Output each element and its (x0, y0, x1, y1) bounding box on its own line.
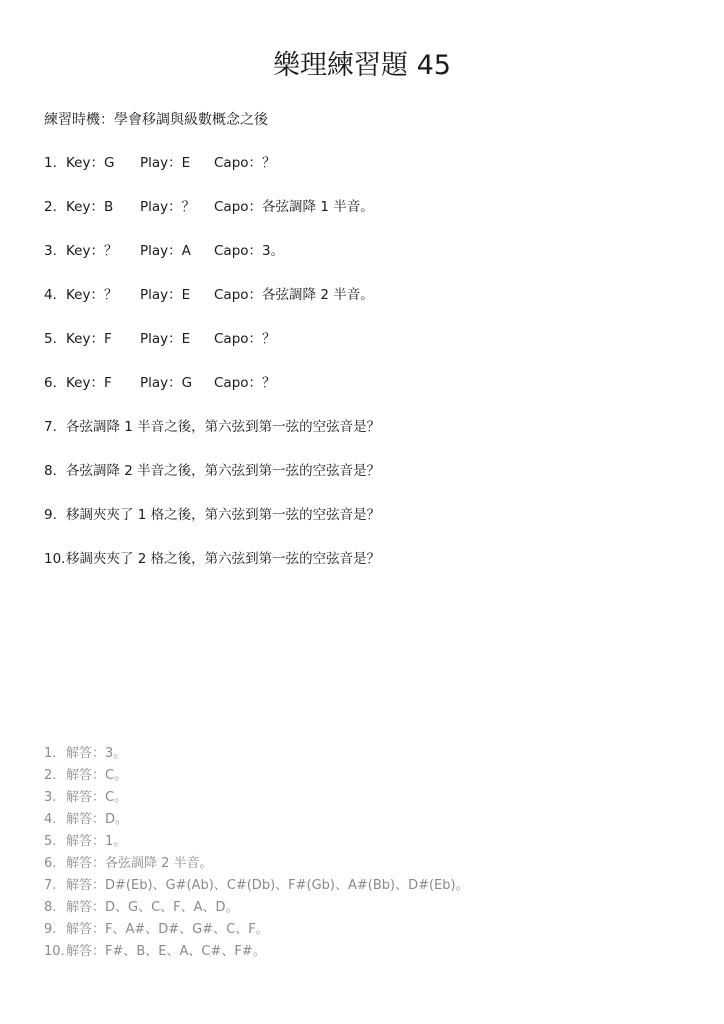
question-play: Play：G (140, 375, 193, 391)
question-number: 7. (44, 419, 57, 435)
question-number: 6. (44, 375, 57, 391)
answer-item (44, 832, 469, 854)
question-key: Key：G (66, 155, 115, 171)
answer-item (44, 942, 469, 964)
question-play: Play：E (140, 287, 191, 303)
question-item (44, 328, 380, 372)
question-key: Key：F (66, 375, 112, 391)
question-play: Play：E (140, 331, 191, 347)
answer-item (44, 876, 469, 898)
question-item (44, 416, 380, 460)
question-key: Key：？ (66, 287, 118, 303)
answer-number: 7. (44, 878, 57, 893)
answer-number: 9. (44, 922, 57, 937)
answer-list (44, 744, 469, 964)
question-capo: Capo：各弦調降 2 半音。 (214, 287, 374, 303)
question-capo: Capo：各弦調降 1 半音。 (214, 199, 374, 215)
question-number: 5. (44, 331, 57, 347)
answer-text: 解答：1。 (66, 834, 127, 849)
practice-timing-note: 練習時機：學會移調與級數概念之後 (44, 112, 268, 128)
answer-item (44, 744, 469, 766)
question-capo: Capo：？ (214, 375, 276, 391)
answer-text: 解答：F、A#、D#、G#、C、F。 (66, 922, 269, 937)
question-number: 4. (44, 287, 57, 303)
question-text: 各弦調降 1 半音之後，第六弦到第一弦的空弦音是？ (66, 419, 381, 435)
question-key: Key：F (66, 331, 112, 347)
question-number: 3. (44, 243, 57, 259)
answer-number: 10. (44, 944, 65, 959)
answer-number: 2. (44, 768, 57, 783)
question-item (44, 240, 380, 284)
question-item (44, 196, 380, 240)
question-capo: Capo：？ (214, 155, 276, 171)
answer-number: 8. (44, 900, 57, 915)
answer-item (44, 766, 469, 788)
answer-text: 解答：3。 (66, 746, 127, 761)
question-item (44, 504, 380, 548)
question-number: 9. (44, 507, 57, 523)
question-play: Play：？ (140, 199, 196, 215)
question-capo: Capo：？ (214, 331, 276, 347)
answer-text: 解答：C。 (66, 790, 128, 805)
question-text: 移調夾夾了 1 格之後，第六弦到第一弦的空弦音是？ (66, 507, 381, 523)
question-capo: Capo：3。 (214, 243, 285, 259)
answer-number: 5. (44, 834, 57, 849)
answer-text: 解答：D#(Eb)、G#(Ab)、C#(Db)、F#(Gb)、A#(Bb)、D#(Eb)。 (66, 878, 469, 893)
question-item (44, 548, 380, 592)
answer-text: 解答：D、G、C、F、A、D。 (66, 900, 239, 915)
answer-item (44, 854, 469, 876)
question-item (44, 460, 380, 504)
answer-item (44, 920, 469, 942)
question-item (44, 372, 380, 416)
answer-number: 3. (44, 790, 57, 805)
question-number: 10. (44, 551, 66, 567)
answer-number: 4. (44, 812, 57, 827)
question-play: Play：E (140, 155, 191, 171)
question-text: 移調夾夾了 2 格之後，第六弦到第一弦的空弦音是？ (66, 551, 381, 567)
question-list (44, 152, 380, 592)
answer-item (44, 788, 469, 810)
question-item (44, 152, 380, 196)
question-number: 1. (44, 155, 57, 171)
question-number: 8. (44, 463, 57, 479)
answer-text: 解答：F#、B、E、A、C#、F#。 (66, 944, 266, 959)
answer-text: 解答：D。 (66, 812, 129, 827)
answer-item (44, 810, 469, 832)
answer-item (44, 898, 469, 920)
answer-text: 解答：各弦調降 2 半音。 (66, 856, 213, 871)
question-key: Key：B (66, 199, 114, 215)
question-item (44, 284, 380, 328)
question-play: Play：A (140, 243, 191, 259)
answer-text: 解答：C。 (66, 768, 128, 783)
question-key: Key：？ (66, 243, 118, 259)
question-number: 2. (44, 199, 57, 215)
answer-number: 6. (44, 856, 57, 871)
question-text: 各弦調降 2 半音之後，第六弦到第一弦的空弦音是？ (66, 463, 381, 479)
answer-number: 1. (44, 746, 57, 761)
page-title: 樂理練習題 45 (273, 50, 451, 81)
